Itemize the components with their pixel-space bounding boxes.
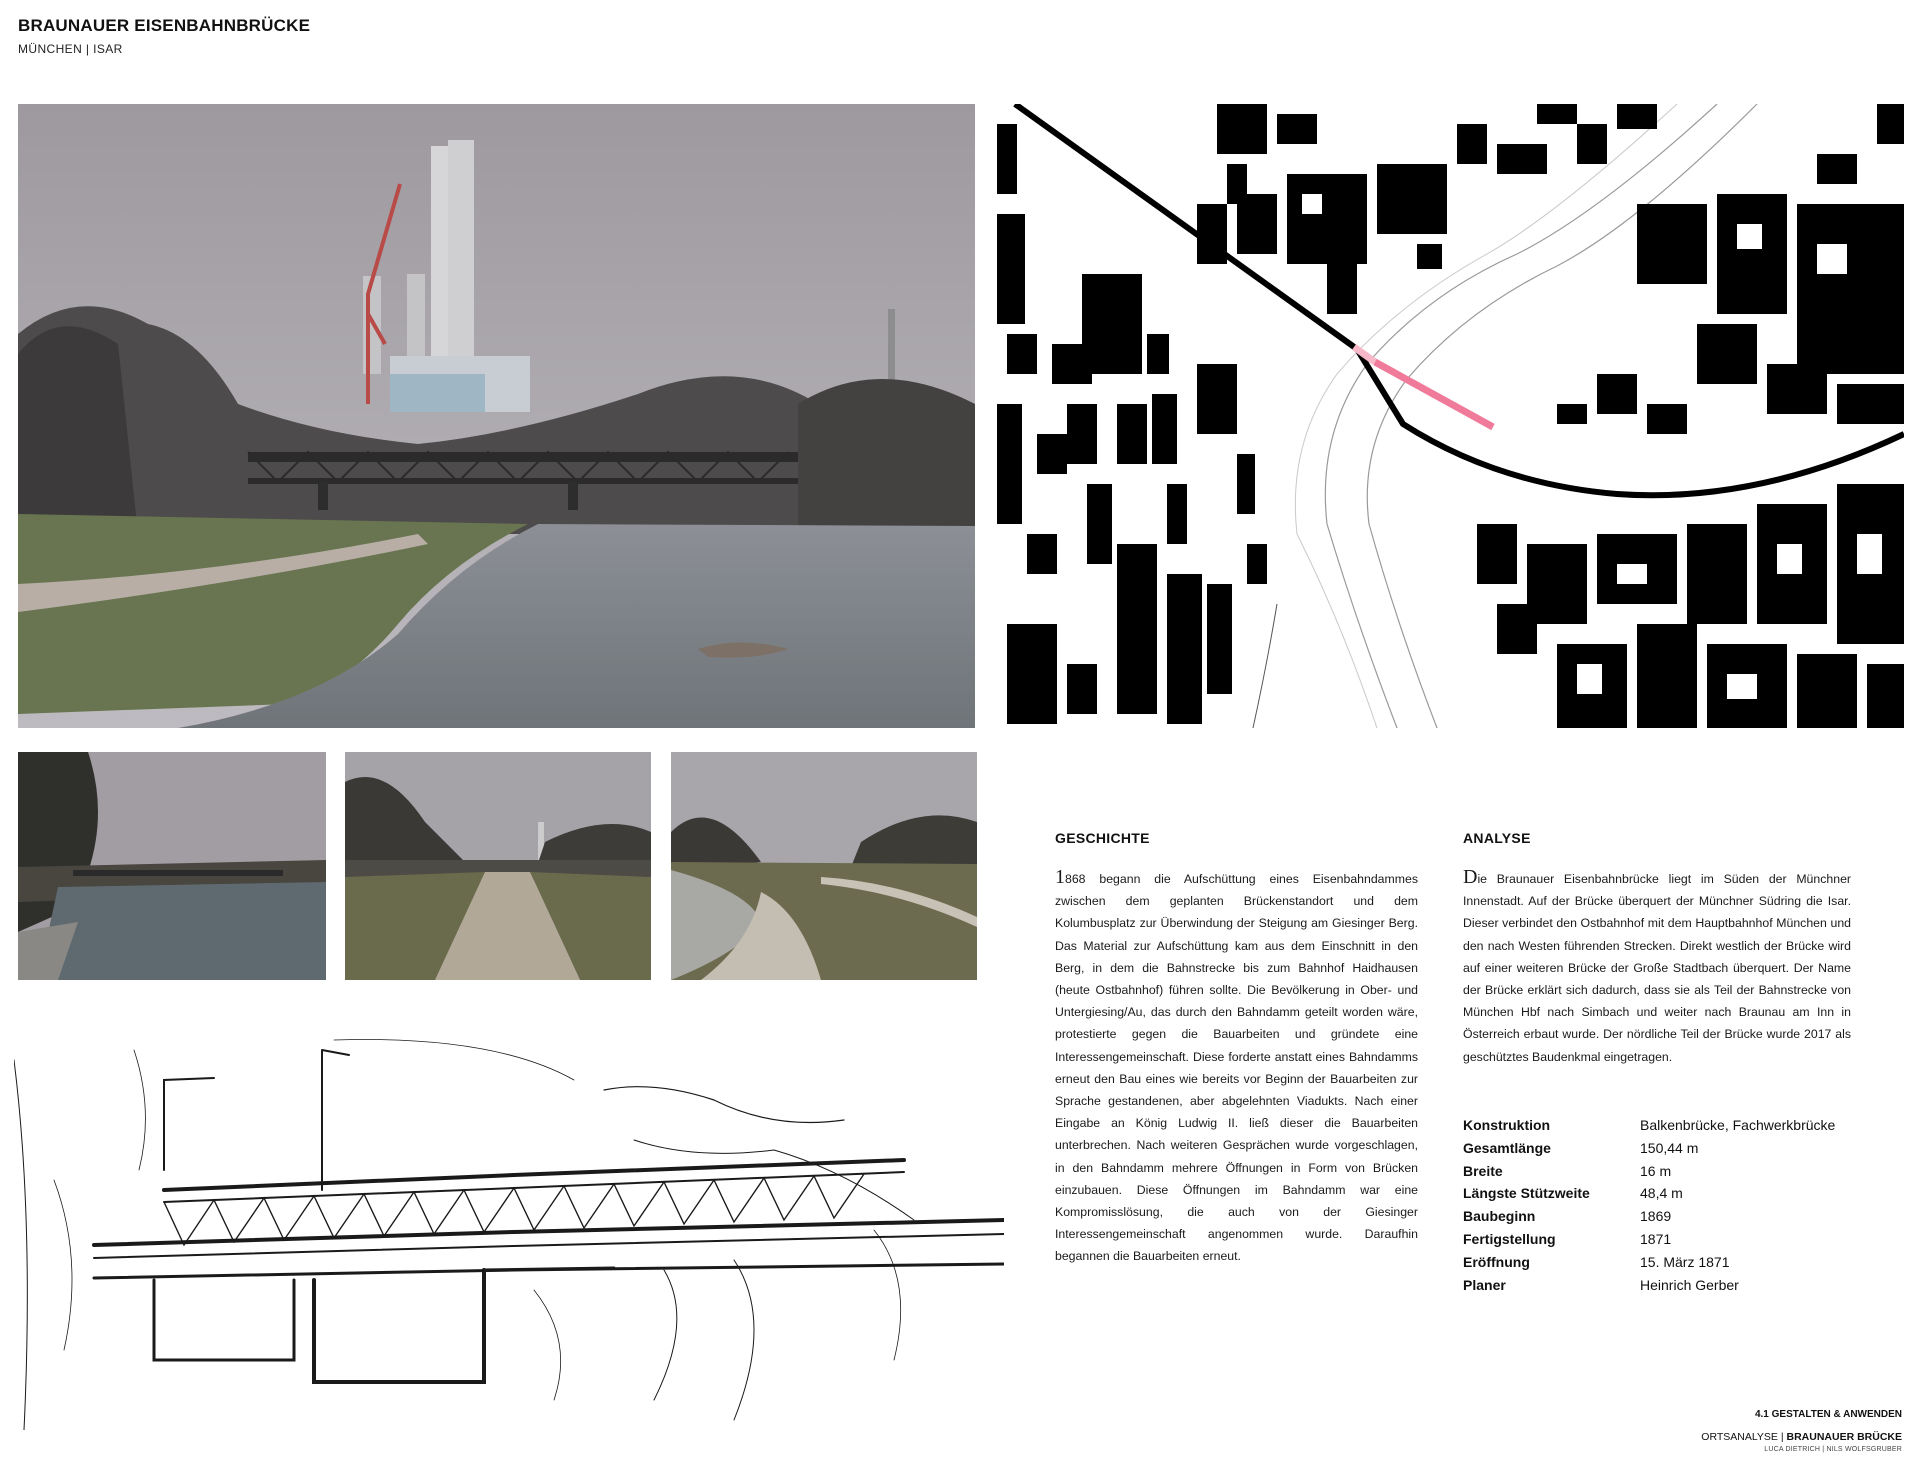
footer-section: ORTSANALYSE |: [1701, 1431, 1787, 1443]
fact-row: [1463, 1274, 1903, 1297]
main-photo: [18, 104, 975, 728]
fact-key: Fertigstellung: [1463, 1230, 1556, 1247]
page-subtitle: MÜNCHEN | ISAR: [18, 42, 123, 56]
fact-value: 16 m: [1640, 1162, 1672, 1179]
fact-key: Konstruktion: [1463, 1117, 1551, 1133]
photo-small-3: [671, 752, 977, 980]
fact-key: Gesamtlänge: [1463, 1139, 1551, 1156]
fact-key: Längste Stützweite: [1463, 1185, 1590, 1202]
fact-key: Eröffnung: [1463, 1253, 1530, 1270]
page-title: BRAUNAUER EISENBAHNBRÜCKE: [18, 16, 311, 35]
fact-value: 15. März 1871: [1640, 1253, 1730, 1270]
fact-value: 1869: [1640, 1208, 1672, 1225]
footer-main: [1701, 1431, 1902, 1443]
fact-row: [1463, 1137, 1903, 1160]
analyse-text: [1463, 868, 1851, 1068]
footer-authors: LUCA DIETRICH | NILS WOLFSGRUBER: [1764, 1446, 1902, 1453]
analyse-heading: ANALYSE: [1463, 830, 1531, 846]
fact-row: [1463, 1251, 1903, 1274]
analyse-body: ie Braunauer Eisenbahnbrücke liegt im Süden der Münchner Innenstadt. Auf der Brücke überquert der Münchner Südring die Isar. Dieser verbindet den Ostbahnhof mit dem Hauptbahnhof München und den nach Westen führenden Strecken. Direkt westlich der Brücke wird auf einer weiteren Brücke der Große Stadtbach überquert. Der Name der Brücke erklärt sich dadurch, dass sie als Teil der Bahnstrecke von München Hbf nach Simbach und weiter nach Braunau am Inn in Österreich erbaut wurde. Der nördliche Teil der Brücke wurde 2017 als geschütztes Baudenkmal eingetragen.: [1463, 872, 1851, 1064]
fact-value: Balkenbrücke, Fachwerkbrücke: [1640, 1117, 1836, 1133]
fact-key: Planer: [1463, 1276, 1506, 1293]
fact-key: Breite: [1463, 1162, 1503, 1179]
fact-value: 1871: [1640, 1230, 1672, 1247]
footer-chapter: 4.1 GESTALTEN & ANWENDEN: [1754, 1409, 1902, 1420]
fact-value: Heinrich Gerber: [1640, 1276, 1739, 1293]
photo-small-1: [18, 752, 326, 980]
fact-row: [1463, 1182, 1903, 1205]
fact-row: [1463, 1228, 1903, 1251]
geschichte-text: [1055, 868, 1418, 1268]
analyse-lead-letter: D: [1463, 866, 1478, 888]
fact-row: [1463, 1114, 1903, 1137]
site-plan-map: [997, 104, 1904, 728]
facts-table: [1463, 1114, 1903, 1296]
fact-row: [1463, 1160, 1903, 1183]
footer-project: BRAUNAUER BRÜCKE: [1786, 1431, 1902, 1443]
geschichte-heading: GESCHICHTE: [1055, 830, 1150, 846]
geschichte-lead-letter: 1: [1055, 866, 1065, 888]
fact-value: 48,4 m: [1640, 1185, 1683, 1202]
fact-row: [1463, 1205, 1903, 1228]
geschichte-body: 868 begann die Aufschüttung eines Eisenbahndammes zwischen dem geplanten Brückenstandort und dem Kolumbusplatz zur Überwindung der Steigung am Giesinger Berg. Das Material zur Aufschüttung kam aus dem Einschnitt in den Berg, in dem die Bahnstrecke bis zum Bahnhof Haidhausen (heute Ostbahnhof) führen sollte. Die Bevölkerung in Ober- und Untergiesing/Au, das durch den Bahndamm geteilt worden wäre, protestierte gegen die Bauarbeiten und gründete eine Interessengemeinschaft. Diese forderte anstatt eines Bahndamms erneut den Bau eines wie bereits vor Beginn der Bauarbeiten zur Sprache gestandenen, aber abgelehnten Viadukts. Nach einer Eingabe an König Ludwig II. ließ dieser die Bauarbeiten unterbrechen. Nach weiteren Gesprächen wurde vorgeschlagen, in den Bahndamm mehrere Öffnungen in Form von Brücken einzubauen. Diese Öffnungen im Bahndamm war eine Kompromisslösung, die auch von der Giesinger Interessengemeinschaft angenommen wurde. Daraufhin begannen die Bauarbeiten erneut.: [1055, 872, 1418, 1264]
fact-value: 150,44 m: [1640, 1139, 1699, 1156]
fact-key: Baubeginn: [1463, 1208, 1536, 1225]
photo-small-2: [345, 752, 651, 980]
bridge-sketch: [14, 1020, 1004, 1430]
